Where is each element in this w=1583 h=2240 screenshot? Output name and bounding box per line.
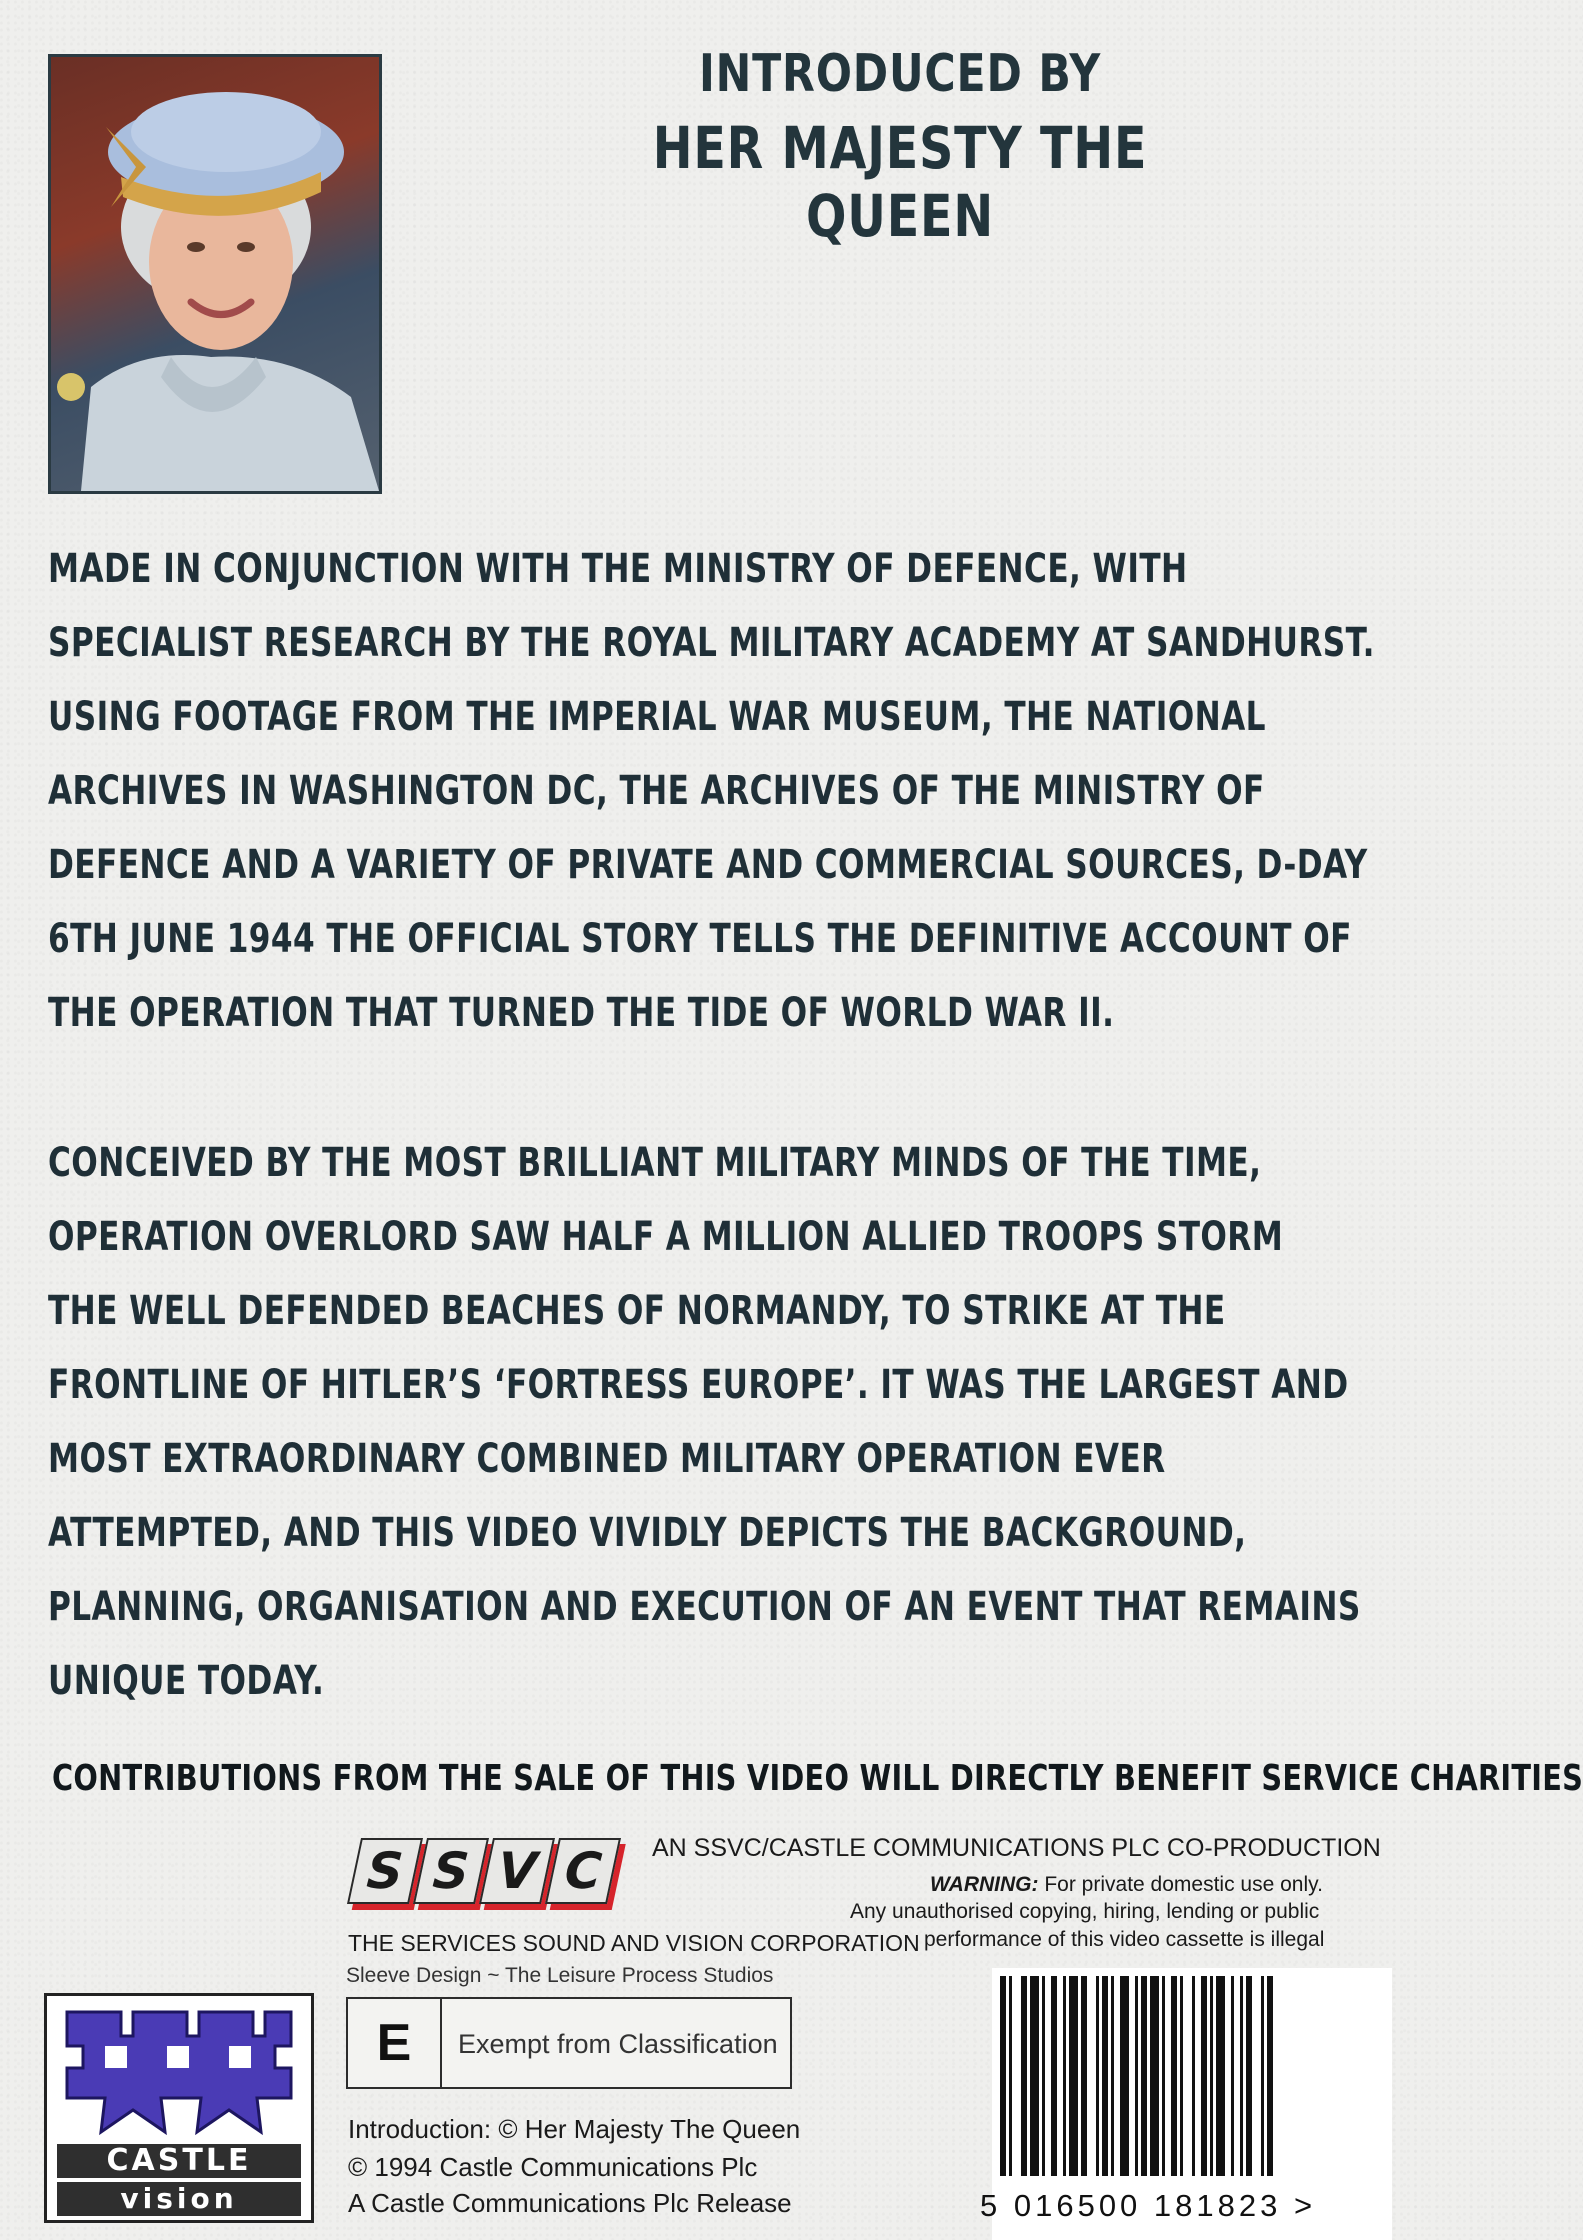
paragraph-line: UNIQUE TODAY. [48, 1658, 325, 1704]
description-paragraph-2 [48, 1126, 1361, 1718]
paragraph-line: FRONTLINE OF HITLER’S ‘FORTRESS EUROPE’. IT WAS THE LARGEST AND [48, 1362, 1349, 1408]
paragraph-line: PLANNING, ORGANISATION AND EXECUTION OF AN EVENT THAT REMAINS [48, 1584, 1361, 1630]
barcode-bar [1240, 1976, 1243, 2176]
paragraph-line: THE OPERATION THAT TURNED THE TIDE OF WORLD WAR II. [48, 990, 1115, 1036]
barcode-bar [1051, 1976, 1057, 2176]
ssvc-letter-box: S [413, 1838, 489, 1904]
paragraph-line: ARCHIVES IN WASHINGTON DC, THE ARCHIVES OF THE MINISTRY OF [48, 768, 1265, 814]
intro-heading-line1: INTRODUCED BY [698, 44, 1102, 104]
paragraph-line: SPECIALIST RESEARCH BY THE ROYAL MILITARY ACADEMY AT SANDHURST. [48, 620, 1375, 666]
copyright-notice: © 1994 Castle Communications Plc [348, 2152, 758, 2182]
barcode-bar [1009, 1976, 1012, 2176]
paragraph-line: 6TH JUNE 1944 THE OFFICIAL STORY TELLS THE DEFINITIVE ACCOUNT OF [48, 916, 1352, 962]
paragraph-line: THE WELL DEFENDED BEACHES OF NORMANDY, TO STRIKE AT THE [48, 1288, 1226, 1334]
barcode-bars [1000, 1976, 1330, 2176]
barcode-bar [1111, 1976, 1114, 2176]
barcode-bar [1000, 1976, 1006, 2176]
paragraph-line: MADE IN CONJUNCTION WITH THE MINISTRY OF DEFENCE, WITH [48, 546, 1188, 592]
castle-battlement-icon [61, 2006, 297, 2138]
co-production-credit: AN SSVC/CASTLE COMMUNICATIONS PLC CO-PRODUCTION [652, 1834, 1381, 1862]
sleeve-design-credit: Sleeve Design ~ The Leisure Process Studios [346, 1964, 774, 1987]
barcode-bar [1030, 1976, 1039, 2176]
barcode-bar [1180, 1976, 1183, 2176]
barcode-bar [1231, 1976, 1234, 2176]
barcode-bar [1201, 1976, 1207, 2176]
rating-description: Exempt from Classification [458, 2029, 778, 2059]
queen-portrait-illustration [51, 57, 379, 491]
barcode-bar [1192, 1976, 1195, 2176]
barcode-bar [1102, 1976, 1108, 2176]
paragraph-line: OPERATION OVERLORD SAW HALF A MILLION ALLIED TROOPS STORM [48, 1214, 1284, 1260]
warning-line-2: Any unauthorised copying, hiring, lending or public [850, 1900, 1320, 1923]
barcode-bar [1081, 1976, 1087, 2176]
paragraph-line: ATTEMPTED, AND THIS VIDEO VIVIDLY DEPICTS THE BACKGROUND, [48, 1510, 1247, 1556]
barcode-number: 5 016500 181823 > [980, 2188, 1317, 2223]
paragraph-line: CONCEIVED BY THE MOST BRILLIANT MILITARY MINDS OF THE TIME, [48, 1140, 1262, 1186]
barcode-bar [1171, 1976, 1177, 2176]
barcode-bar [1261, 1976, 1264, 2176]
barcode-bar [1135, 1976, 1138, 2176]
barcode-bar [1141, 1976, 1147, 2176]
paragraph-line: DEFENCE AND A VARIETY OF PRIVATE AND COMMERCIAL SOURCES, D-DAY [48, 842, 1368, 888]
ssvc-letter-box: S [347, 1838, 423, 1904]
ssvc-letter-box: V [479, 1838, 555, 1904]
paragraph-line: MOST EXTRAORDINARY COMBINED MILITARY OPERATION EVER [48, 1436, 1166, 1482]
ssvc-full-name: THE SERVICES SOUND AND VISION CORPORATION [348, 1930, 920, 1956]
warning-label: WARNING: [930, 1873, 1039, 1896]
classification-rating-box [346, 1997, 792, 2089]
rating-letter: E [348, 1999, 442, 2087]
introduction-credit: Introduction: © Her Majesty The Queen [348, 2114, 801, 2144]
barcode-bar [1216, 1976, 1225, 2176]
barcode-bar [1021, 1976, 1027, 2176]
barcode-bar [1069, 1976, 1078, 2176]
warning-line-3: performance of this video cassette is illegal [924, 1928, 1325, 1951]
castle-logo-word: CASTLE [57, 2144, 301, 2178]
barcode-bar [1096, 1976, 1099, 2176]
vision-logo-word: vision [57, 2182, 301, 2216]
ssvc-logo [348, 1838, 618, 1910]
release-credit: A Castle Communications Plc Release [348, 2188, 792, 2218]
intro-heading-line2: HER MAJESTY THE QUEEN [652, 114, 1148, 250]
portrait-photo [48, 54, 382, 494]
barcode-bar [1042, 1976, 1045, 2176]
ssvc-letter-box: C [545, 1838, 621, 1904]
paragraph-line: USING FOOTAGE FROM THE IMPERIAL WAR MUSEUM, THE NATIONAL [48, 694, 1266, 740]
castle-vision-logo [44, 1993, 314, 2223]
charity-contributions-notice: CONTRIBUTIONS FROM THE SALE OF THIS VIDEO WILL DIRECTLY BENEFIT SERVICE CHARITIES [52, 1758, 1583, 1799]
warning-line-1 [930, 1873, 1323, 1897]
barcode-bar [1267, 1976, 1273, 2176]
warning-text: For private domestic use only. [1044, 1873, 1323, 1896]
barcode-bar [1120, 1976, 1129, 2176]
barcode-bar [1063, 1976, 1066, 2176]
barcode-bar [1162, 1976, 1165, 2176]
barcode-bar [1210, 1976, 1213, 2176]
barcode-bar [1246, 1976, 1252, 2176]
barcode-bar [1150, 1976, 1159, 2176]
description-paragraph-1 [48, 532, 1375, 1050]
